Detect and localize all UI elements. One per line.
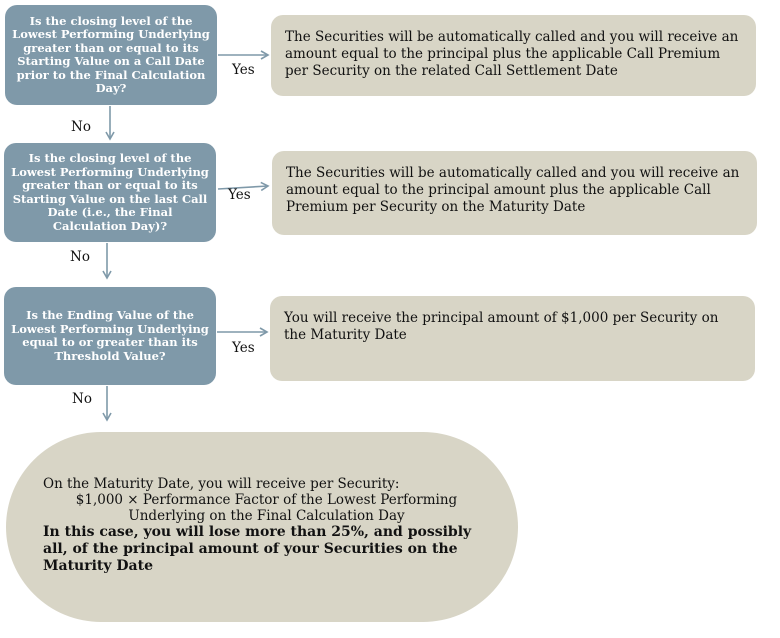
yes-label-1: Yes bbox=[232, 62, 255, 78]
result-text-3: You will receive the principal amount of $1,000 per Security on the Maturity Date bbox=[284, 310, 719, 343]
no-label-3: No bbox=[72, 391, 92, 407]
final-intro: On the Maturity Date, you will receive per Security: bbox=[43, 476, 400, 492]
final-formula-line-2: Underlying on the Final Calculation Day bbox=[128, 508, 405, 524]
final-warning: In this case, you will lose more than 25%, and possibly all, of the principal amount of your Securities on the Maturity Date bbox=[43, 524, 472, 574]
question-box-3 bbox=[4, 287, 216, 385]
question-box-1 bbox=[5, 5, 217, 105]
question-text-2: Is the closing level of the Lowest Performing Underlying greater than or equal to its Starting Value on the last Call Date (i.e., the Final Calculation Day)? bbox=[11, 151, 209, 233]
yes-label-3: Yes bbox=[232, 340, 255, 356]
question-box-2 bbox=[4, 143, 216, 242]
result-text-1: The Securities will be automatically called and you will receive an amount equal to the principal plus the applicable Call Premium per Security on the related Call Settlement Date bbox=[285, 29, 739, 79]
result-box-1 bbox=[271, 15, 756, 96]
no-label-1: No bbox=[71, 119, 91, 135]
final-outcome-box bbox=[6, 432, 518, 622]
result-text-2: The Securities will be automatically called and you will receive an amount equal to the principal amount plus the applicable Call Premium per Security on the Maturity Date bbox=[286, 165, 740, 215]
final-formula-line-1: $1,000 × Performance Factor of the Lowest Performing bbox=[75, 492, 458, 508]
result-box-2 bbox=[272, 151, 757, 235]
question-text-3: Is the Ending Value of the Lowest Performing Underlying equal to or greater than its Threshold Value? bbox=[11, 308, 209, 363]
no-label-2: No bbox=[70, 249, 90, 265]
question-text-1: Is the closing level of the Lowest Performing Underlying greater than or equal to its Starting Value on a Call Date prior to the Final Calculation Day? bbox=[12, 13, 210, 95]
yes-label-2: Yes bbox=[228, 187, 251, 203]
result-box-3 bbox=[270, 296, 755, 381]
